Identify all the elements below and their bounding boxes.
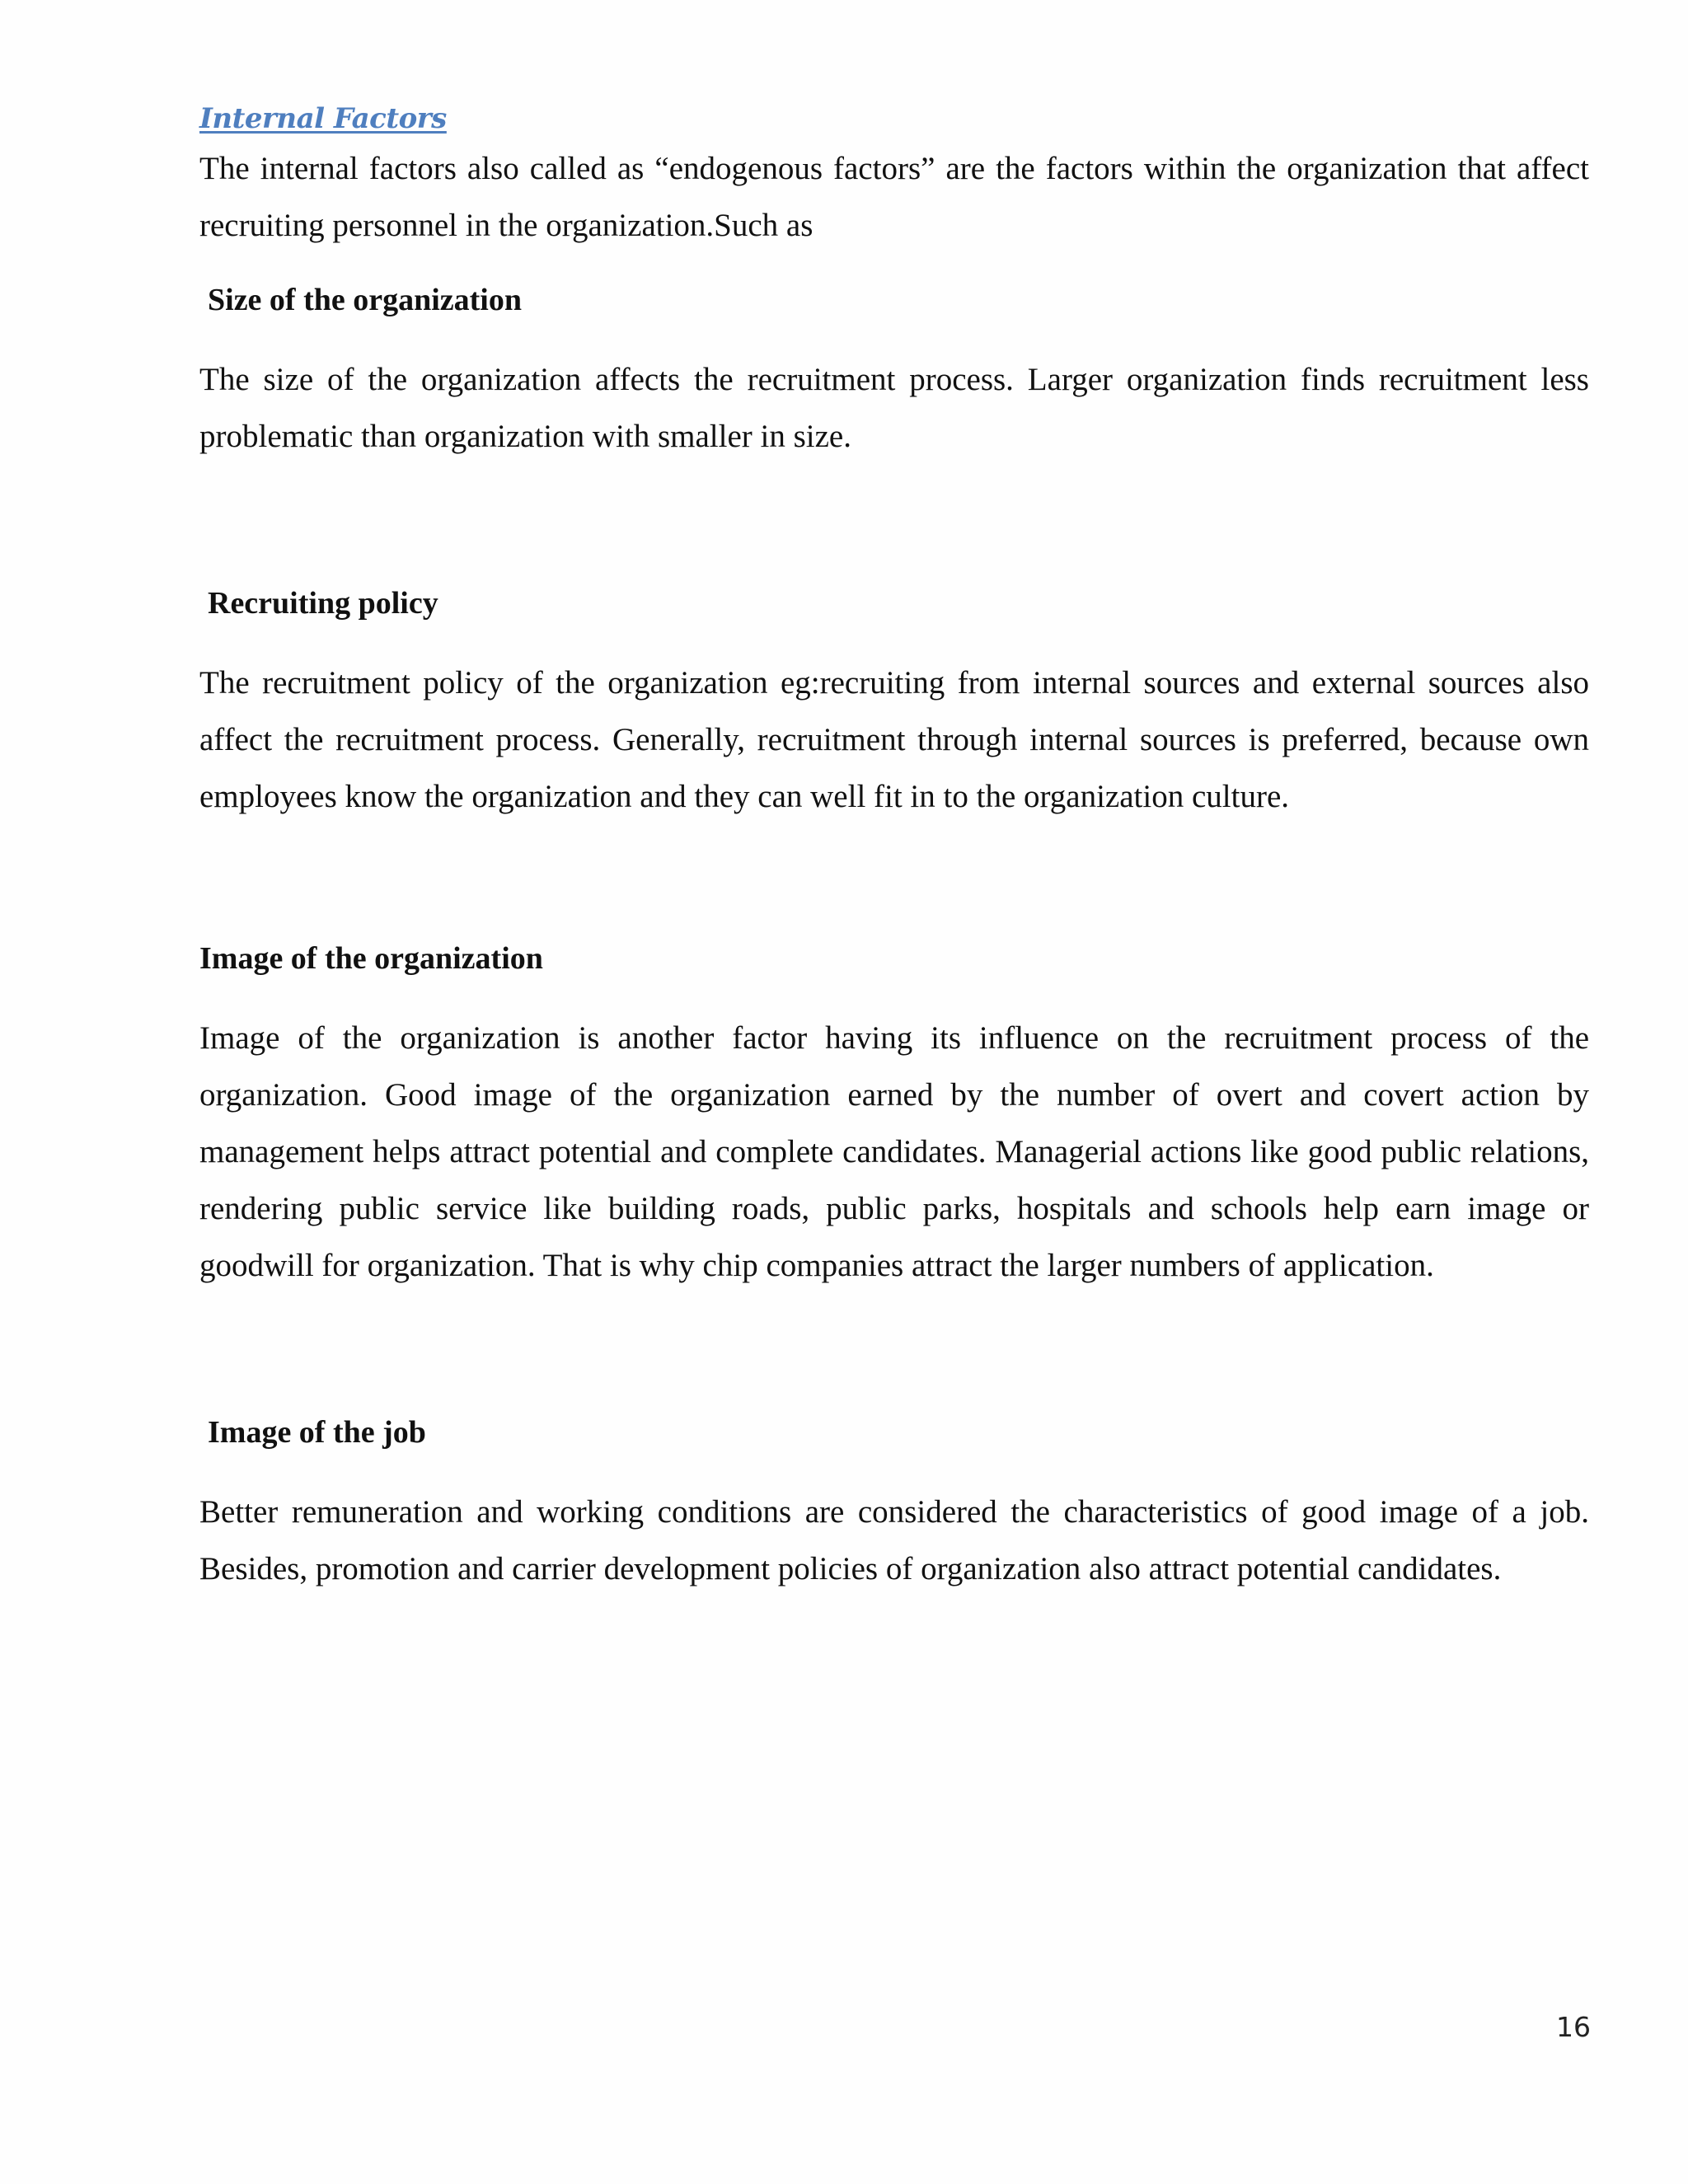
page-content	[199, 97, 1589, 1597]
page-number: 16	[1556, 2011, 1591, 2043]
intro-paragraph: The internal factors also called as “endogenous factors” are the factors within the organization that affect recruiting personnel in the organization.Such as	[199, 151, 1589, 243]
heading-image-of-organization: Image of the organization	[199, 941, 543, 976]
paragraph-size-of-organization: The size of the organization affects the recruitment process. Larger organization finds recruitment less problematic than organization with smaller in size.	[199, 362, 1589, 454]
paragraph-image-of-organization: Image of the organization is another factor having its influence on the recruitment process of the organization. Good image of the organization earned by the number of overt and covert action by management helps attract potential and complete candidates. Managerial actions like good public relations, rendering public service like building roads, public parks, hospitals and schools help earn image or goodwill for organization. That is why chip companies attract the larger numbers of application.	[199, 1020, 1589, 1283]
paragraph-recruiting-policy: The recruitment policy of the organization eg:recruiting from internal sources and external sources also affect the recruitment process. Generally, recruitment through internal sources is preferred, because own employees know the organization and they can well fit in to the organization culture.	[199, 665, 1589, 814]
heading-recruiting-policy: Recruiting policy	[208, 586, 438, 621]
heading-image-of-job: Image of the job	[208, 1415, 426, 1450]
section-title: Internal Factors	[199, 102, 447, 135]
paragraph-image-of-job: Better remuneration and working conditions are considered the characteristics of good image of a job. Besides, promotion and carrier development policies of organization also attract potential candidates.	[199, 1494, 1589, 1586]
heading-size-of-organization: Size of the organization	[208, 283, 523, 317]
